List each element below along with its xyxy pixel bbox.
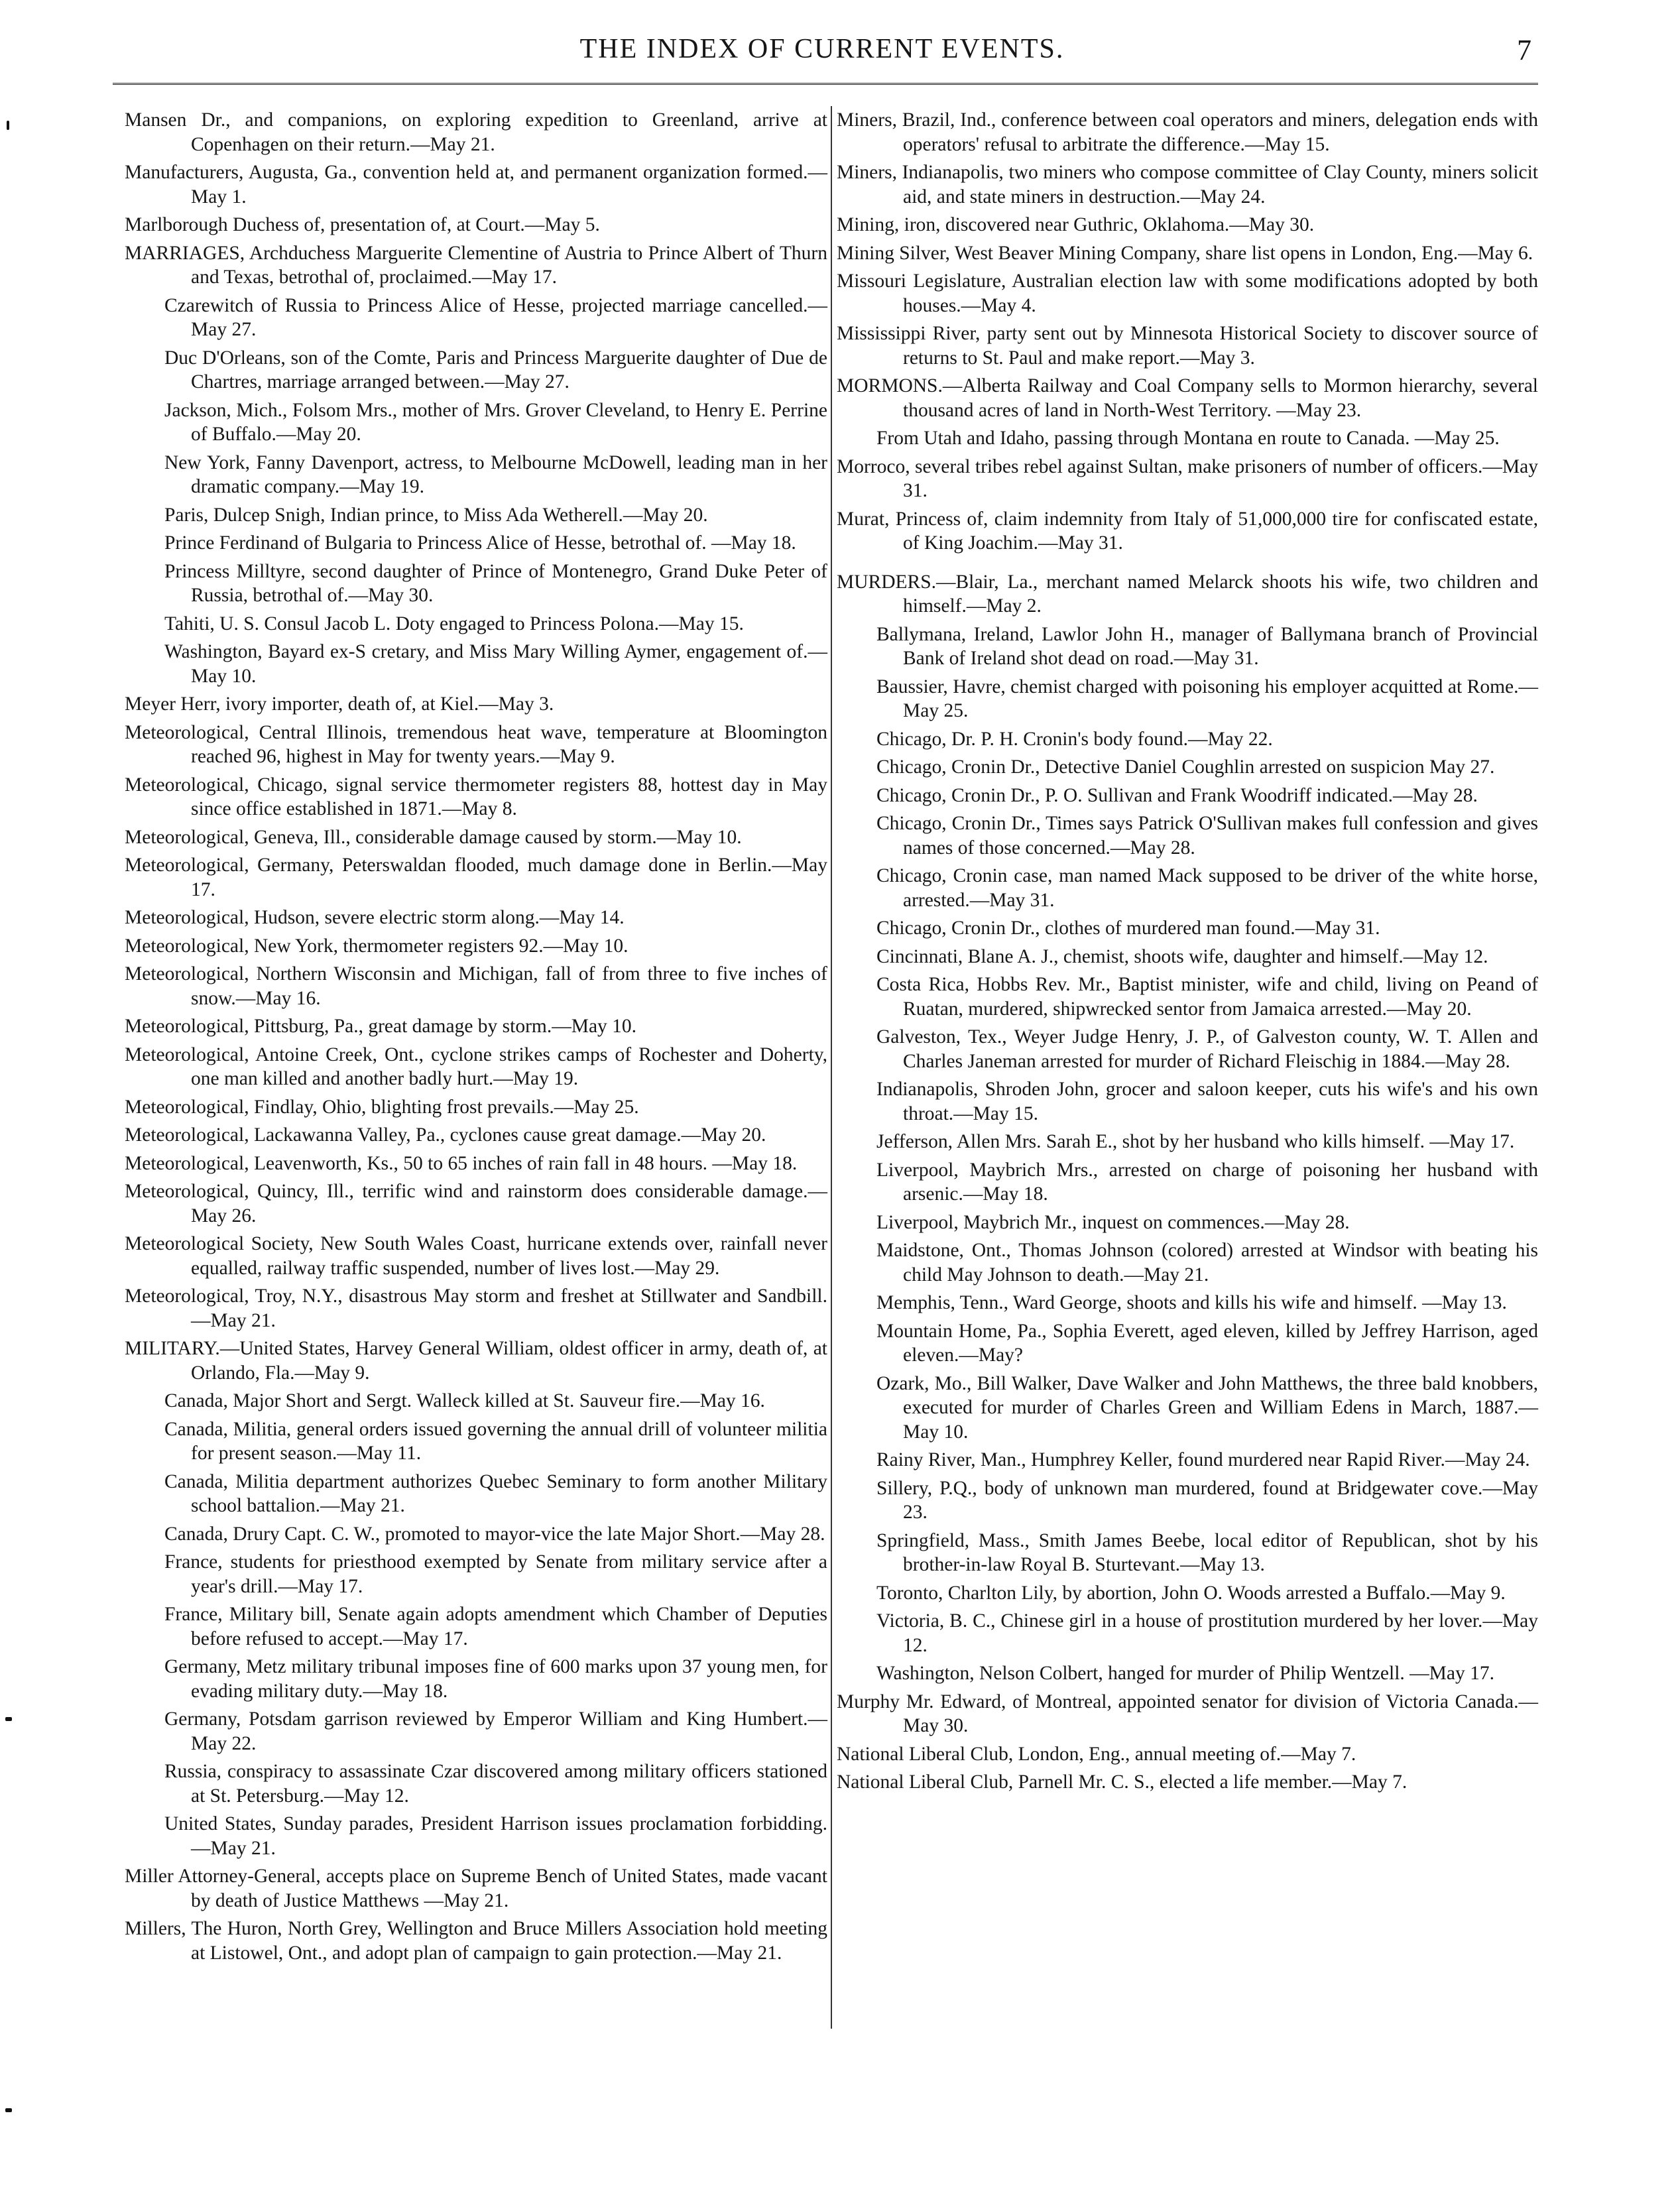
index-subentry: Canada, Drury Capt. C. W., promoted to mayor-vice the late Major Short.—May 28. bbox=[164, 1523, 825, 1545]
index-subentry: Russia, conspiracy to assassinate Czar discovered among military officers stationed at St. Petersburg.—May 12. bbox=[164, 1761, 827, 1807]
index-entry: Mansen Dr., and companions, on exploring expedition to Greenland, arrive at Copenhagen on their return.—May 21. bbox=[125, 109, 827, 155]
right-column bbox=[837, 108, 1538, 1799]
index-subentry: Memphis, Tenn., Ward George, shoots and kills his wife and himself. —May 13. bbox=[876, 1292, 1507, 1313]
index-entry: Meteorological, Hudson, severe electric storm along.—May 14. bbox=[125, 907, 625, 928]
index-subentry: Tahiti, U. S. Consul Jacob L. Doty engaged to Princess Polona.—May 15. bbox=[164, 613, 744, 634]
index-subentry: Jackson, Mich., Folsom Mrs., mother of Mrs. Grover Cleveland, to Henry E. Perrine of Buffalo.—May 20. bbox=[164, 399, 827, 445]
index-entry: Meteorological Society, New South Wales Coast, hurricane extends over, rainfall never equalled, railway traffic suspended, number of lives lost.—May 29. bbox=[125, 1233, 827, 1279]
index-subentry: Jefferson, Allen Mrs. Sarah E., shot by her husband who kills himself. —May 17. bbox=[876, 1131, 1515, 1152]
index-subentry: France, Military bill, Senate again adopts amendment which Chamber of Deputies before refused to accept.—May 17. bbox=[164, 1604, 827, 1649]
index-subentry: Germany, Potsdam garrison reviewed by Emperor William and King Humbert.—May 22. bbox=[164, 1708, 827, 1754]
index-subentry: Baussier, Havre, chemist charged with poisoning his employer acquitted at Rome.—May 25. bbox=[876, 676, 1538, 721]
index-entry: Mississippi River, party sent out by Minnesota Historical Society to discover source of returns to St. Paul and make report.—May 3. bbox=[837, 323, 1538, 369]
index-entry: Meteorological, Quincy, Ill., terrific wind and rainstorm does considerable damage.—May 26. bbox=[125, 1181, 827, 1226]
index-subentry: France, students for priesthood exempted by Senate from military service after a year's drill.—May 17. bbox=[164, 1551, 827, 1597]
index-entry: National Liberal Club, Parnell Mr. C. S., elected a life member.—May 7. bbox=[837, 1771, 1408, 1793]
index-entry: Millers, The Huron, North Grey, Wellington and Bruce Millers Association hold meeting at Listowel, Ont., and adopt plan of campaign to gain protection.—May 21. bbox=[125, 1918, 827, 1964]
index-entry: MURDERS.—Blair, La., merchant named Melarck shoots his wife, two children and himself.—May 2. bbox=[837, 571, 1538, 617]
left-column bbox=[125, 108, 827, 1969]
index-entry: Meteorological, Chicago, signal service thermometer registers 88, hottest day in May since office established in 1871.—May 8. bbox=[125, 774, 827, 819]
index-subentry: From Utah and Idaho, passing through Montana en route to Canada. —May 25. bbox=[876, 428, 1500, 449]
index-subentry: Cincinnati, Blane A. J., chemist, shoots wife, daughter and himself.—May 12. bbox=[876, 945, 1488, 967]
index-entry: Murphy Mr. Edward, of Montreal, appointed senator for division of Victoria Canada.—May 30. bbox=[837, 1691, 1538, 1736]
index-subentry: Chicago, Cronin case, man named Mack supposed to be driver of the white horse, arrested.—May 31. bbox=[876, 865, 1538, 911]
index-subentry: Ballymana, Ireland, Lawlor John H., manager of Ballymana branch of Provincial Bank of Ireland shot dead on road.—May 31. bbox=[876, 623, 1538, 669]
page-number: 7 bbox=[1517, 34, 1531, 66]
index-subentry: Costa Rica, Hobbs Rev. Mr., Baptist minister, wife and child, living on Peand of Ruatan, murdered, shipwrecked sentor from Jamaica arrested.—May 20. bbox=[876, 974, 1538, 1020]
index-subentry: Prince Ferdinand of Bulgaria to Princess Alice of Hesse, betrothal of. —May 18. bbox=[164, 532, 796, 554]
index-entry: Missouri Legislature, Australian election law with some modifications adopted by both houses.—May 4. bbox=[837, 270, 1538, 316]
index-subentry: Chicago, Cronin Dr., Detective Daniel Coughlin arrested on suspicion May 27. bbox=[876, 756, 1495, 778]
index-subentry: Washington, Bayard ex-S cretary, and Miss Mary Willing Aymer, engagement of.—May 10. bbox=[164, 641, 827, 687]
index-entry: Mining, iron, discovered near Guthric, Oklahoma.—May 30. bbox=[837, 214, 1315, 235]
index-subentry: Chicago, Cronin Dr., P. O. Sullivan and Frank Woodriff indicated.—May 28. bbox=[876, 784, 1478, 806]
index-entry: Morroco, several tribes rebel against Sultan, make prisoners of number of officers.—May 31. bbox=[837, 455, 1538, 501]
index-subentry: New York, Fanny Davenport, actress, to Melbourne McDowell, leading man in her dramatic company.—May 19. bbox=[164, 451, 827, 497]
index-entry: Miller Attorney-General, accepts place on Supreme Bench of United States, made vacant by death of Justice Matthews —May 21. bbox=[125, 1866, 827, 1911]
index-entry: Meyer Herr, ivory importer, death of, at Kiel.—May 3. bbox=[125, 693, 554, 715]
index-subentry: Toronto, Charlton Lily, by abortion, John O. Woods arrested a Buffalo.—May 9. bbox=[876, 1582, 1506, 1604]
index-entry: Meteorological, Geneva, Ill., considerable damage caused by storm.—May 10. bbox=[125, 826, 742, 848]
index-subentry: Chicago, Dr. P. H. Cronin's body found.—May 22. bbox=[876, 728, 1273, 750]
index-entry: Meteorological, Northern Wisconsin and Michigan, fall of from three to five inches of snow.—May 16. bbox=[125, 963, 827, 1009]
index-entry: National Liberal Club, London, Eng., annual meeting of.—May 7. bbox=[837, 1743, 1356, 1765]
index-entry: Meteorological, Troy, N.Y., disastrous May storm and freshet at Stillwater and Sandbill.—May 21. bbox=[125, 1285, 827, 1331]
index-subentry: Chicago, Cronin Dr., Times says Patrick O'Sullivan makes full confession and gives names of those concerned.—May 28. bbox=[876, 813, 1538, 859]
index-subentry: Maidstone, Ont., Thomas Johnson (colored) arrested at Windsor with beating his child May Johnson to death.—May 21. bbox=[876, 1240, 1538, 1285]
index-entry: Meteorological, Pittsburg, Pa., great damage by storm.—May 10. bbox=[125, 1016, 637, 1037]
scan-mark bbox=[5, 1717, 12, 1721]
scan-mark bbox=[5, 2108, 12, 2112]
index-subentry: Washington, Nelson Colbert, hanged for murder of Philip Wentzell. —May 17. bbox=[876, 1663, 1494, 1684]
scan-mark bbox=[7, 121, 9, 130]
index-subentry: Galveston, Tex., Weyer Judge Henry, J. P., of Galveston county, W. T. Allen and Charles Janeman arrested for murder of Richard Fleischig in 1884.—May 28. bbox=[876, 1026, 1538, 1072]
page-title: THE INDEX OF CURRENT EVENTS. bbox=[579, 34, 1065, 64]
index-subentry: Chicago, Cronin Dr., clothes of murdered man found.—May 31. bbox=[876, 918, 1380, 939]
entry-spacer bbox=[837, 560, 1538, 570]
index-subentry: Canada, Major Short and Sergt. Walleck killed at St. Sauveur fire.—May 16. bbox=[164, 1390, 765, 1411]
index-entry: Meteorological, Antoine Creek, Ont., cyclone strikes camps of Rochester and Doherty, one man killed and another badly hurt.—May 19. bbox=[125, 1044, 827, 1089]
index-entry: Meteorological, Findlay, Ohio, blighting frost prevails.—May 25. bbox=[125, 1096, 639, 1118]
index-subentry: Sillery, P.Q., body of unknown man murdered, found at Bridgewater cove.—May 23. bbox=[876, 1477, 1538, 1523]
index-subentry: Indianapolis, Shroden John, grocer and saloon keeper, cuts his wife's and his own throat.—May 15. bbox=[876, 1079, 1538, 1124]
index-entry: MARRIAGES, Archduchess Marguerite Clementine of Austria to Prince Albert of Thurn and Texas, betrothal of, proclaimed.—May 17. bbox=[125, 242, 827, 288]
index-subentry: Rainy River, Man., Humphrey Keller, found murdered near Rapid River.—May 24. bbox=[876, 1449, 1530, 1470]
index-subentry: Czarewitch of Russia to Princess Alice of Hesse, projected marriage cancelled.—May 27. bbox=[164, 294, 827, 340]
index-subentry: Victoria, B. C., Chinese girl in a house of prostitution murdered by her lover.—May 12. bbox=[876, 1610, 1538, 1656]
index-entry: MILITARY.—United States, Harvey General William, oldest officer in army, death of, at Orlando, Fla.—May 9. bbox=[125, 1338, 827, 1384]
index-entry: Marlborough Duchess of, presentation of, at Court.—May 5. bbox=[125, 214, 600, 235]
index-entry: Meteorological, Central Illinois, tremendous heat wave, temperature at Bloomington reached 96, highest in May for twenty years.—May 9. bbox=[125, 721, 827, 767]
index-subentry: Canada, Militia department authorizes Quebec Seminary to form another Military school battalion.—May 21. bbox=[164, 1470, 827, 1516]
index-entry: Meteorological, New York, thermometer registers 92.—May 10. bbox=[125, 935, 629, 957]
index-entry: Meteorological, Lackawanna Valley, Pa., cyclones cause great damage.—May 20. bbox=[125, 1124, 766, 1146]
page-header bbox=[113, 27, 1531, 73]
index-entry: Murat, Princess of, claim indemnity from Italy of 51,000,000 tire for confiscated estate, of King Joachim.—May 31. bbox=[837, 508, 1538, 554]
index-subentry: Mountain Home, Pa., Sophia Everett, aged eleven, killed by Jeffrey Harrison, aged eleven.—May? bbox=[876, 1320, 1538, 1366]
index-entry: Mining Silver, West Beaver Mining Company, share list opens in London, Eng.—May 6. bbox=[837, 242, 1533, 264]
column-divider bbox=[831, 106, 832, 2029]
index-subentry: Ozark, Mo., Bill Walker, Dave Walker and John Matthews, the three bald knobbers, executed for murder of Charles Green and William Edens in March, 1887.—May 10. bbox=[876, 1372, 1538, 1443]
index-entry: Manufacturers, Augusta, Ga., convention held at, and permanent organization formed.—May 1. bbox=[125, 162, 827, 208]
index-entry: Miners, Indianapolis, two miners who compose committee of Clay County, miners solicit aid, and state miners in destruction.—May 24. bbox=[837, 162, 1538, 208]
index-subentry: Germany, Metz military tribunal imposes fine of 600 marks upon 37 young men, for evading military duty.—May 18. bbox=[164, 1656, 827, 1702]
index-subentry: Princess Milltyre, second daughter of Prince of Montenegro, Grand Duke Peter of Russia, betrothal of.—May 30. bbox=[164, 560, 827, 606]
index-subentry: Duc D'Orleans, son of the Comte, Paris and Princess Marguerite daughter of Due de Chartres, marriage arranged between.—May 27. bbox=[164, 347, 827, 392]
index-subentry: Paris, Dulcep Snigh, Indian prince, to Miss Ada Wetherell.—May 20. bbox=[164, 504, 708, 526]
index-entry: Miners, Brazil, Ind., conference between coal operators and miners, delegation ends with operators' refusal to arbitrate the difference.—May 15. bbox=[837, 109, 1538, 155]
header-rule bbox=[113, 83, 1538, 85]
index-entry: Meteorological, Germany, Peterswaldan flooded, much damage done in Berlin.—May 17. bbox=[125, 855, 827, 900]
index-subentry: Liverpool, Maybrich Mrs., arrested on charge of poisoning her husband with arsenic.—May 18. bbox=[876, 1159, 1538, 1205]
index-subentry: Liverpool, Maybrich Mr., inquest on commences.—May 28. bbox=[876, 1211, 1350, 1233]
index-subentry: United States, Sunday parades, President Harrison issues proclamation forbidding.—May 21. bbox=[164, 1813, 827, 1859]
index-entry: MORMONS.—Alberta Railway and Coal Company sells to Mormon hierarchy, several thousand acres of land in North-West Territory. —May 23. bbox=[837, 375, 1538, 421]
index-subentry: Canada, Militia, general orders issued governing the annual drill of volunteer militia for present season.—May 11. bbox=[164, 1418, 827, 1464]
index-subentry: Springfield, Mass., Smith James Beebe, local editor of Republican, shot by his brother-in-law Royal B. Sturtevant.—May 13. bbox=[876, 1529, 1538, 1575]
index-entry: Meteorological, Leavenworth, Ks., 50 to 65 inches of rain fall in 48 hours. —May 18. bbox=[125, 1152, 798, 1174]
